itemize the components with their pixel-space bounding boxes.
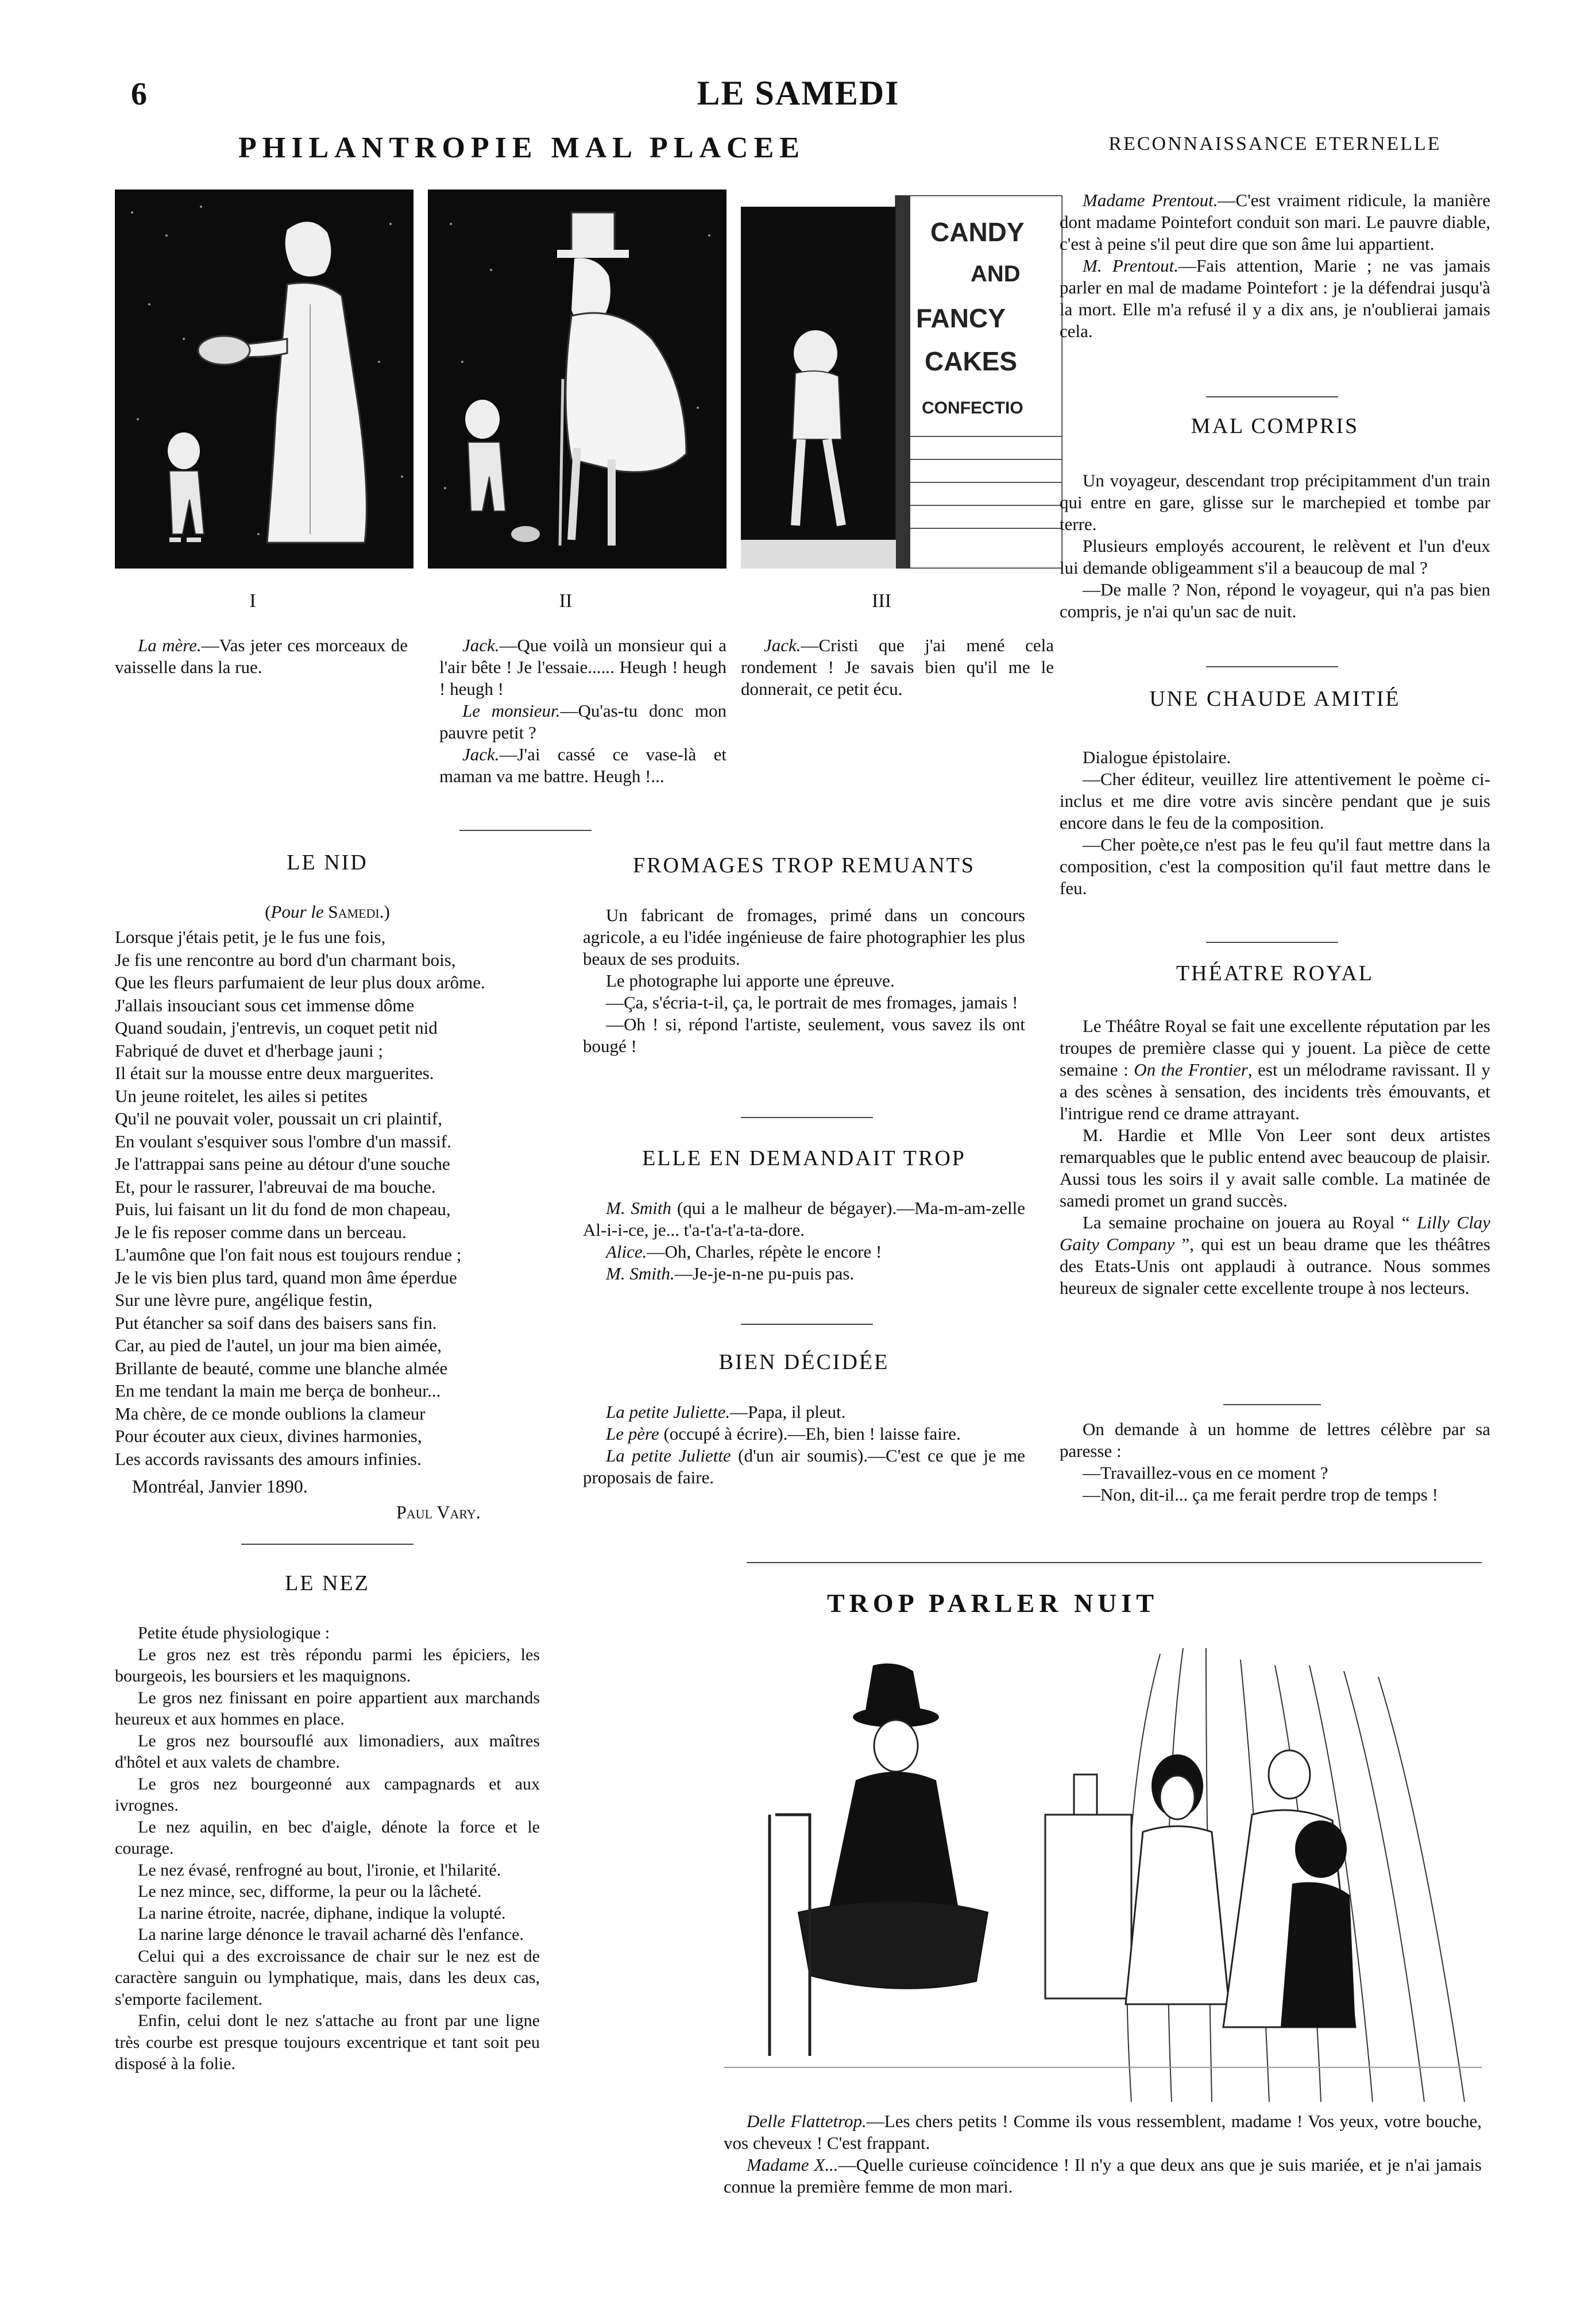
candy-shop-illustration [741,195,1062,569]
divider [747,1562,1482,1563]
trop-parler-illustration [724,1642,1482,2102]
le-nid-heading: LE NID [287,850,368,875]
trop-parler-title: TROP PARLER NUIT [827,1588,1158,1618]
panel-1-numeral: I [249,590,256,612]
mother-child-illustration [115,190,414,569]
sign-word-1: CANDY [930,217,1025,247]
poem-line: Il était sur la mousse entre deux marguerites. [115,1063,434,1083]
demandait-text: M. Smith (qui a le malheur de bégayer).—Ma-m-am-zelle Al-i-i-ce, je... t'a-t'a-t'a-ta-dore. Alice.—Oh, Charles, répète le encore ! M. Smith.—Je-je-n-ne pu-puis pas. [583,1198,1025,1283]
theatre-heading: THÉATRE ROYAL [1176,961,1374,985]
poem-line: Sur une lèvre pure, angélique festin, [115,1290,373,1310]
mal-compris-text: Un voyageur, descendant trop précipitamment d'un train qui entre en gare, glisse sur le marchepied et tombe par terre. Plusieurs employés accourent, le relèvent et l'un d'eux lui demande obligeamment s'il a beaucoup de mal ? —De malle ? Non, répond le voyageur, qui n'a pas bien compris, je n'ai qu'un sac de nuit. [1060,470,1490,621]
masthead: LE SAMEDI [697,74,900,112]
poem-line: Car, au pied de l'autel, un jour ma bien aimée, [115,1335,442,1355]
page-number: 6 [131,76,147,112]
poem-line: Les accords ravissants des amours infinies. [115,1448,422,1469]
sign-word-4: CAKES [925,346,1018,376]
fromages-text: Un fabricant de fromages, primé dans un concours agricole, a eu l'idée ingénieuse de faire photographier les plus beaux de ses produits. Le photographe lui apporte une épreuve. —Ça, s'écria-t-il, ça, le portrait de mes fromages, jamais ! —Oh ! si, répond l'artiste, seulement, vous savez ils ont bougé ! [583,905,1025,1056]
poem-line: Et, pour le rassurer, l'abreuvai de ma bouche. [115,1176,436,1197]
cartoon-panel-1 [115,190,414,569]
poem-line: Puis, lui faisant un lit du fond de mon chapeau, [115,1199,451,1219]
poem-line: Pour écouter aux cieux, divines harmonies, [115,1426,422,1446]
poem-line: Un jeune roitelet, les ailes si petites [115,1085,368,1106]
paresse-text: On demande à un homme de lettres célèbre par sa paresse : —Travaillez-vous en ce moment ? —Non, dit-il... ça me ferait perdre trop de temps ! [1060,1419,1490,1505]
divider [1206,396,1338,397]
panel-3-numeral: III [872,590,891,612]
poem-line: Que les fleurs parfumaient de leur plus doux arôme. [115,972,485,992]
sign-word-3: FANCY [916,303,1006,333]
le-nid-signature: Paul Vary. [396,1502,481,1522]
poem-line: Brillante de beauté, comme une blanche almée [115,1358,448,1378]
poem-line: L'aumône que l'on fait nous est toujours rendue ; [115,1244,462,1265]
poem-line: Je le fis reposer comme dans un berceau. [115,1221,407,1242]
le-nid-place-date: Montréal, Janvier 1890. [132,1476,308,1497]
demandait-heading: ELLE EN DEMANDAIT TROP [642,1146,966,1170]
poem-line: J'allais insouciant sous cet immense dôme [115,995,415,1015]
panel-3-caption: Jack.—Cristi que j'ai mené cela rondement ! Je savais bien qu'il me le donnerait, ce petit écu. [741,635,1054,699]
parlor-scene-illustration [724,1642,1482,2102]
reconnaissance-text: Madame Prentout.—C'est vraiment ridicule, la manière dont madame Pointefort conduit son mari. Le pauvre diable, c'est à peine s'il peut dire que son âme lui appartient. M. Prentout.—Fais attention, Marie ; ne vas jamais parler en mal de madame Pointefort : je la défendrai jusqu'à la mort. Elle m'a refusé il y a dix ans, je n'oublierai jamais cela. [1060,190,1490,341]
divider [741,1324,873,1325]
sign-word-2: AND [971,261,1021,287]
mal-compris-heading: MAL COMPRIS [1191,414,1359,438]
bien-decidee-text: La petite Juliette.—Papa, il pleut. Le père (occupé à écrire).—Eh, bien ! laisse faire. La petite Juliette (d'un air soumis).—C'est ce que je me proposais de faire. [583,1402,1025,1487]
le-nez-heading: LE NEZ [285,1571,370,1595]
theatre-text: Le Théâtre Royal se fait une excellente réputation par les troupes de première classe qui y jouent. La pièce de cette semaine : On the Frontier, est un mélodrame ravissant. Il y a des scènes à sensation, des incidents très émouvants, et l'intrigue rend ce drame attrayant. M. Hardie et Mlle Von Leer sont deux artistes remarquables que le public entend avec beaucoup de plaisir. Aussi tous les soirs il y avait salle comble. La matinée de samedi promet un grand succès. La semaine prochaine on jouera au Royal “ Lilly Clay Gaity Company ”, qui est un beau drame que les théâtres des Etats-Unis ont applaudi à outrance. Nous sommes heureux de signaler cette excellente troupe à nos lecteurs. [1060,1016,1491,1298]
poem-line: Put étancher sa soif dans des baisers sans fin. [115,1312,437,1333]
le-nez-text: Petite étude physiologique : Le gros nez est très répondu parmi les épiciers, les bourgeois, les boursiers et les maquignons. Le gros nez finissant en poire appartient aux marchands heureux et aux hommes en place. Le gros nez boursouflé aux limonadiers, aux maîtres d'hôtel et aux valets de chambre. Le gros nez bourgeonné aux campagnards et aux ivrognes. Le nez aquilin, en bec d'aigle, dénote la force et le courage. Le nez évasé, renfrogné au bout, l'ironie, et l'hilarité. Le nez mince, sec, difforme, la peur ou la lâcheté. La narine étroite, nacrée, diphane, indique la volupté. La narine large dénonce le travail acharné dès l'enfance. Celui qui a des excroissance de chair sur le nez est de caractère sanguin ou lymphatique, mais, dans les deux cas, s'emporte facilement. Enfin, celui dont le nez s'attache au front par une ligne très courbe est presque toujours excentrique et tant soit peu disposé à la folie. [115,1623,540,2073]
le-nid-dedication: (Pour le Samedi.) [265,902,390,922]
poem-line: Je fis une rencontre au bord d'un charmant bois, [115,949,456,970]
poem-line: Lorsque j'étais petit, je le fus une fois, [115,927,386,947]
divider [459,830,592,831]
chaude-amitie-text: Dialogue épistolaire. —Cher éditeur, veuillez lire attentivement le poème ci-inclus et me dire votre avis sincère pendant que je suis encore dans le feu de la composition. —Cher poète,ce n'est pas le feu qu'il faut mettre dans la composition, c'est la composition qu'il faut mettre dans le feu. [1060,747,1490,898]
cartoon-title: PHILANTROPIE MAL PLACEE [238,132,805,164]
poem-line: Je l'attrappai sans peine au détour d'une souche [115,1154,450,1174]
poem-line: Ma chère, de ce monde oublions la clameur [115,1403,426,1424]
divider [1206,942,1338,943]
divider [241,1544,414,1545]
divider [1223,1404,1321,1405]
poem-line: Je le vis bien plus tard, quand mon âme éperdue [115,1267,457,1288]
sign-word-5: CONFECTIO [922,399,1023,417]
divider [1206,666,1338,667]
bien-decidee-heading: BIEN DÉCIDÉE [718,1350,890,1374]
poem-line: Fabriqué de duvet et d'herbage jauni ; [115,1040,383,1061]
poem-line: En voulant s'esquiver sous l'ombre d'un massif. [115,1131,451,1151]
chaude-amitie-heading: UNE CHAUDE AMITIÉ [1149,687,1401,711]
panel-2-numeral: II [559,590,573,612]
poem-line: Quand soudain, j'entrevis, un coquet petit nid [115,1018,438,1038]
trop-parler-caption: Delle Flattetrop.—Les chers petits ! Comme ils vous ressemblent, madame ! Vos yeux, votre bouche, vos cheveux ! C'est frappant. Madame X...—Quelle curieuse coïncidence ! Il n'y a que deux ans que je suis mariée, et je n'ai jamais connue la première femme de mon mari. [724,2111,1482,2197]
reconnaissance-heading: RECONNAISSANCE ETERNELLE [1108,133,1442,154]
panel-2-caption: Jack.—Que voilà un monsieur qui a l'air bête ! Je l'essaie...... Heugh ! heugh ! heugh ! Le monsieur.—Qu'as-tu donc mon pauvre petit ? Jack.—J'ai cassé ce vase-là et maman va me battre. Heugh !... [439,635,726,786]
fromages-heading: FROMAGES TROP REMUANTS [633,853,975,877]
cartoon-panel-3 [741,195,1062,569]
poem-line: En me tendant la main me berça de bonheur... [115,1381,441,1401]
cartoon-panel-2 [428,190,726,569]
divider [741,1117,873,1118]
le-nid-poem [115,926,540,1470]
gentleman-boy-illustration [428,190,726,569]
poem-line: Qu'il ne pouvait voler, poussait un cri plaintif, [115,1108,442,1128]
panel-1-caption: La mère.—Vas jeter ces morceaux de vaisselle dans la rue. [115,635,408,677]
